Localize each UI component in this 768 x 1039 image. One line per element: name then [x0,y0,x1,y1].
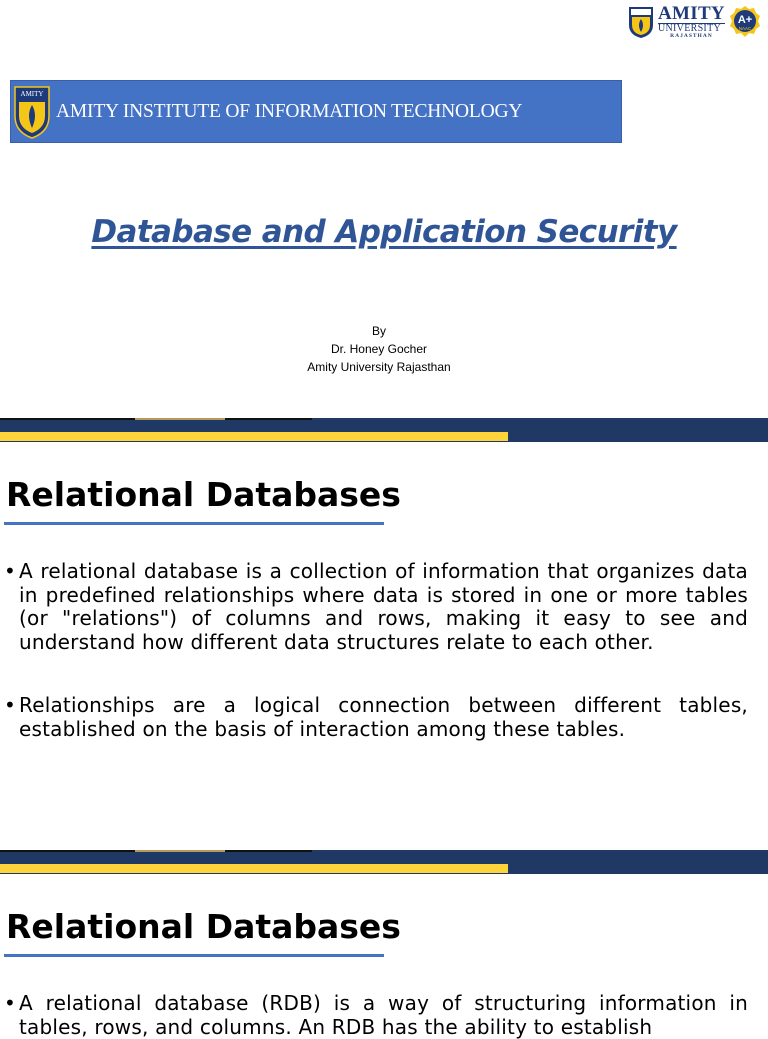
bullet-text: Relationships are a logical connection between different tables, established on the basis of interaction among these tables. [19,693,748,741]
bullet-icon: • [4,559,16,583]
bullet-icon: • [4,693,16,717]
heading-underline [4,954,384,957]
list-item [0,992,768,1039]
bullet-text: A relational database (RDB) is a way of structuring information in tables, rows, and columns. An RDB has the ability to establish [19,991,748,1039]
banner-crest-text: AMITY [20,89,44,98]
slide-heading: Relational Databases [6,475,401,514]
amity-crest-icon [12,84,52,140]
logo-line-rajasthan: RAJASTHAN [670,33,713,40]
byline-by: By [371,324,386,338]
byline [0,322,758,376]
naac-badge-label: NAAC [738,26,752,31]
bullet-icon: • [4,991,16,1015]
list-item [0,694,768,741]
amity-university-logo [627,3,765,41]
naac-badge-grade: A+ [737,14,753,26]
naac-badge-icon [729,5,761,39]
slide-heading: Relational Databases [6,907,401,946]
title-slide [0,0,768,418]
amity-crest-icon [627,5,655,39]
slide-top-stripe [0,850,768,874]
banner-title: AMITY INSTITUTE OF INFORMATION TECHNOLOGY [56,100,523,122]
list-item [0,560,768,654]
presentation-title: Database and Application Security [91,214,677,250]
logo-line-university: UNIVERSITY [658,23,725,34]
bullet-list [0,992,768,1039]
heading-underline [4,522,384,525]
logo-line-amity: AMITY [658,3,725,25]
bullet-text: A relational database is a collection of information that organizes data in predefined relationships where data is stored in one or more tables (or "relations") of columns and rows, making it easy to see and understand how different data structures relate to each other. [19,559,748,654]
slide-top-stripe [0,418,768,442]
byline-affiliation: Amity University Rajasthan [307,360,451,374]
bullet-list [0,560,768,741]
byline-author: Dr. Honey Gocher [330,342,428,356]
institute-banner [10,80,622,143]
